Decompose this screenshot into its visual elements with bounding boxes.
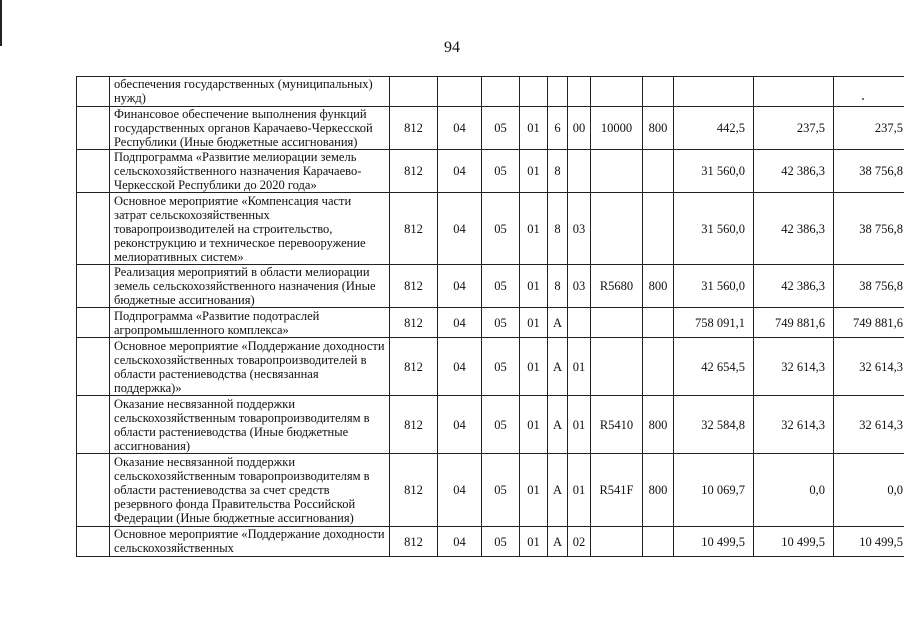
cell-subsection-code: 05 xyxy=(482,265,520,308)
row-description: обеспечения государственных (муниципальных) нужд) xyxy=(110,77,390,107)
row-description: Основное мероприятие «Компенсация части затрат сельскохозяйственных товаропроизводителей на строительство, реконструкцию и техническое перевооружение мелиоративных систем» xyxy=(110,193,390,265)
row-description: Оказание несвязанной поддержки сельскохозяйственным товаропроизводителям в области растениеводства за счет средств резервного фонда Правительства Российской Федерации (Иные бюджетные ассигнования) xyxy=(110,454,390,527)
row-margin-cell xyxy=(77,150,110,193)
row-description: Финансовое обеспечение выполнения функций государственных органов Карачаево-Черкесской Республики (Иные бюджетные ассигнования) xyxy=(110,107,390,150)
cell-amount-3: 749 881,6 xyxy=(834,308,904,338)
cell-expense-type-code xyxy=(643,527,674,557)
cell-section-code: 04 xyxy=(438,396,482,454)
cell-section-code: 04 xyxy=(438,527,482,557)
cell-subsection-code: 05 xyxy=(482,308,520,338)
cell-amount-3: 32 614,3 xyxy=(834,396,904,454)
cell-section-code xyxy=(438,77,482,107)
cell-amount-2: 42 386,3 xyxy=(754,193,834,265)
row-margin-cell xyxy=(77,193,110,265)
cell-expense-type-code: 800 xyxy=(643,265,674,308)
cell-direction-code: R5680 xyxy=(591,265,643,308)
cell-subsection-code: 05 xyxy=(482,338,520,396)
cell-section-code: 04 xyxy=(438,454,482,527)
row-description: Подпрограмма «Развитие подотраслей агропромышленного комплекса» xyxy=(110,308,390,338)
table-row xyxy=(77,454,904,527)
cell-expense-type-code: 800 xyxy=(643,107,674,150)
row-description: Основное мероприятие «Поддержание доходности сельскохозяйственных xyxy=(110,527,390,557)
row-margin-cell xyxy=(77,396,110,454)
cell-gr-code xyxy=(390,77,438,107)
cell-program-code: 01 xyxy=(520,338,548,396)
cell-amount-2: 32 614,3 xyxy=(754,396,834,454)
table-row xyxy=(77,338,904,396)
cell-gr-code: 812 xyxy=(390,338,438,396)
cell-amount-3: 10 499,5 xyxy=(834,527,904,557)
cell-activity-code xyxy=(568,150,591,193)
cell-gr-code: 812 xyxy=(390,193,438,265)
cell-program-code: 01 xyxy=(520,150,548,193)
row-margin-cell xyxy=(77,77,110,107)
cell-section-code: 04 xyxy=(438,338,482,396)
cell-amount-1: 10 499,5 xyxy=(674,527,754,557)
cell-amount-3: 32 614,3 xyxy=(834,338,904,396)
cell-subsection-code: 05 xyxy=(482,107,520,150)
cell-section-code: 04 xyxy=(438,150,482,193)
cell-direction-code: R5410 xyxy=(591,396,643,454)
cell-gr-code: 812 xyxy=(390,265,438,308)
cell-gr-code: 812 xyxy=(390,527,438,557)
cell-expense-type-code xyxy=(643,308,674,338)
cell-amount-1: 32 584,8 xyxy=(674,396,754,454)
cell-direction-code: R541F xyxy=(591,454,643,527)
table-row xyxy=(77,396,904,454)
cell-expense-type-code xyxy=(643,338,674,396)
cell-amount-1: 31 560,0 xyxy=(674,150,754,193)
cell-amount-2: 32 614,3 xyxy=(754,338,834,396)
cell-subprogram-code: 8 xyxy=(548,265,568,308)
cell-direction-code xyxy=(591,527,643,557)
cell-activity-code: 03 xyxy=(568,193,591,265)
cell-amount-1: 10 069,7 xyxy=(674,454,754,527)
cell-program-code: 01 xyxy=(520,527,548,557)
cell-expense-type-code xyxy=(643,150,674,193)
cell-subprogram-code: А xyxy=(548,527,568,557)
cell-section-code: 04 xyxy=(438,265,482,308)
cell-section-code: 04 xyxy=(438,107,482,150)
row-margin-cell xyxy=(77,527,110,557)
cell-program-code: 01 xyxy=(520,193,548,265)
table-row xyxy=(77,107,904,150)
cell-subsection-code: 05 xyxy=(482,193,520,265)
cell-amount-1: 42 654,5 xyxy=(674,338,754,396)
table-row xyxy=(77,150,904,193)
table-body xyxy=(77,77,904,557)
cell-activity-code: 01 xyxy=(568,454,591,527)
row-description: Оказание несвязанной поддержки сельскохозяйственным товаропроизводителям в области растениеводства (Иные бюджетные ассигнования) xyxy=(110,396,390,454)
cell-amount-2: 749 881,6 xyxy=(754,308,834,338)
cell-amount-2: 10 499,5 xyxy=(754,527,834,557)
cell-activity-code: 03 xyxy=(568,265,591,308)
row-margin-cell xyxy=(77,454,110,527)
cell-expense-type-code: 800 xyxy=(643,396,674,454)
cell-activity-code: 01 xyxy=(568,338,591,396)
cell-direction-code: 10000 xyxy=(591,107,643,150)
table-row xyxy=(77,265,904,308)
cell-activity-code: 01 xyxy=(568,396,591,454)
cell-subprogram-code: 6 xyxy=(548,107,568,150)
cell-amount-3: 38 756,8 xyxy=(834,265,904,308)
cell-subprogram-code: 8 xyxy=(548,150,568,193)
cell-gr-code: 812 xyxy=(390,454,438,527)
row-description: Подпрограмма «Развитие мелиорации земель сельскохозяйственного назначения Карачаево-Черкесской Республики до 2020 года» xyxy=(110,150,390,193)
cell-amount-1: 31 560,0 xyxy=(674,265,754,308)
cell-section-code: 04 xyxy=(438,193,482,265)
row-description: Основное мероприятие «Поддержание доходности сельскохозяйственных товаропроизводителей в области растениеводства (несвязанная поддержка)» xyxy=(110,338,390,396)
row-margin-cell xyxy=(77,338,110,396)
budget-table xyxy=(76,76,904,557)
cell-amount-2: 42 386,3 xyxy=(754,150,834,193)
cell-amount-3: 38 756,8 xyxy=(834,193,904,265)
cell-activity-code: 00 xyxy=(568,107,591,150)
cell-subprogram-code: А xyxy=(548,396,568,454)
cell-expense-type-code: 800 xyxy=(643,454,674,527)
cell-direction-code xyxy=(591,338,643,396)
cell-subsection-code: 05 xyxy=(482,527,520,557)
cell-program-code: 01 xyxy=(520,396,548,454)
cell-subsection-code xyxy=(482,77,520,107)
cell-direction-code xyxy=(591,193,643,265)
cell-subsection-code: 05 xyxy=(482,396,520,454)
cell-direction-code xyxy=(591,308,643,338)
cell-amount-3: 237,5 xyxy=(834,107,904,150)
cell-program-code: 01 xyxy=(520,308,548,338)
row-margin-cell xyxy=(77,265,110,308)
cell-subsection-code: 05 xyxy=(482,454,520,527)
cell-gr-code: 812 xyxy=(390,308,438,338)
cell-amount-2 xyxy=(754,77,834,107)
cell-program-code: 01 xyxy=(520,454,548,527)
cell-activity-code xyxy=(568,77,591,107)
cell-expense-type-code xyxy=(643,193,674,265)
cell-amount-1: 758 091,1 xyxy=(674,308,754,338)
cell-amount-2: 0,0 xyxy=(754,454,834,527)
cell-subprogram-code: 8 xyxy=(548,193,568,265)
cell-amount-3 xyxy=(834,77,904,107)
cell-activity-code xyxy=(568,308,591,338)
cell-gr-code: 812 xyxy=(390,150,438,193)
cell-amount-3: 38 756,8 xyxy=(834,150,904,193)
cell-subprogram-code xyxy=(548,77,568,107)
table-row xyxy=(77,77,904,107)
cell-section-code: 04 xyxy=(438,308,482,338)
cell-gr-code: 812 xyxy=(390,107,438,150)
cell-program-code: 01 xyxy=(520,107,548,150)
cell-gr-code: 812 xyxy=(390,396,438,454)
cell-program-code: 01 xyxy=(520,265,548,308)
cell-amount-1 xyxy=(674,77,754,107)
cell-program-code xyxy=(520,77,548,107)
cell-activity-code: 02 xyxy=(568,527,591,557)
cell-subprogram-code: А xyxy=(548,308,568,338)
cell-subprogram-code: А xyxy=(548,338,568,396)
table-row xyxy=(77,193,904,265)
row-margin-cell xyxy=(77,308,110,338)
cell-amount-2: 42 386,3 xyxy=(754,265,834,308)
cell-direction-code xyxy=(591,77,643,107)
cell-amount-1: 442,5 xyxy=(674,107,754,150)
cell-subprogram-code: А xyxy=(548,454,568,527)
row-margin-cell xyxy=(77,107,110,150)
table-row xyxy=(77,308,904,338)
row-description: Реализация мероприятий в области мелиорации земель сельскохозяйственного назначения (Иные бюджетные ассигнования) xyxy=(110,265,390,308)
cell-subsection-code: 05 xyxy=(482,150,520,193)
cell-amount-1: 31 560,0 xyxy=(674,193,754,265)
cell-expense-type-code xyxy=(643,77,674,107)
page-number: 94 xyxy=(444,39,460,56)
cell-amount-3: 0,0 xyxy=(834,454,904,527)
table-row xyxy=(77,527,904,557)
cell-amount-2: 237,5 xyxy=(754,107,834,150)
cell-direction-code xyxy=(591,150,643,193)
